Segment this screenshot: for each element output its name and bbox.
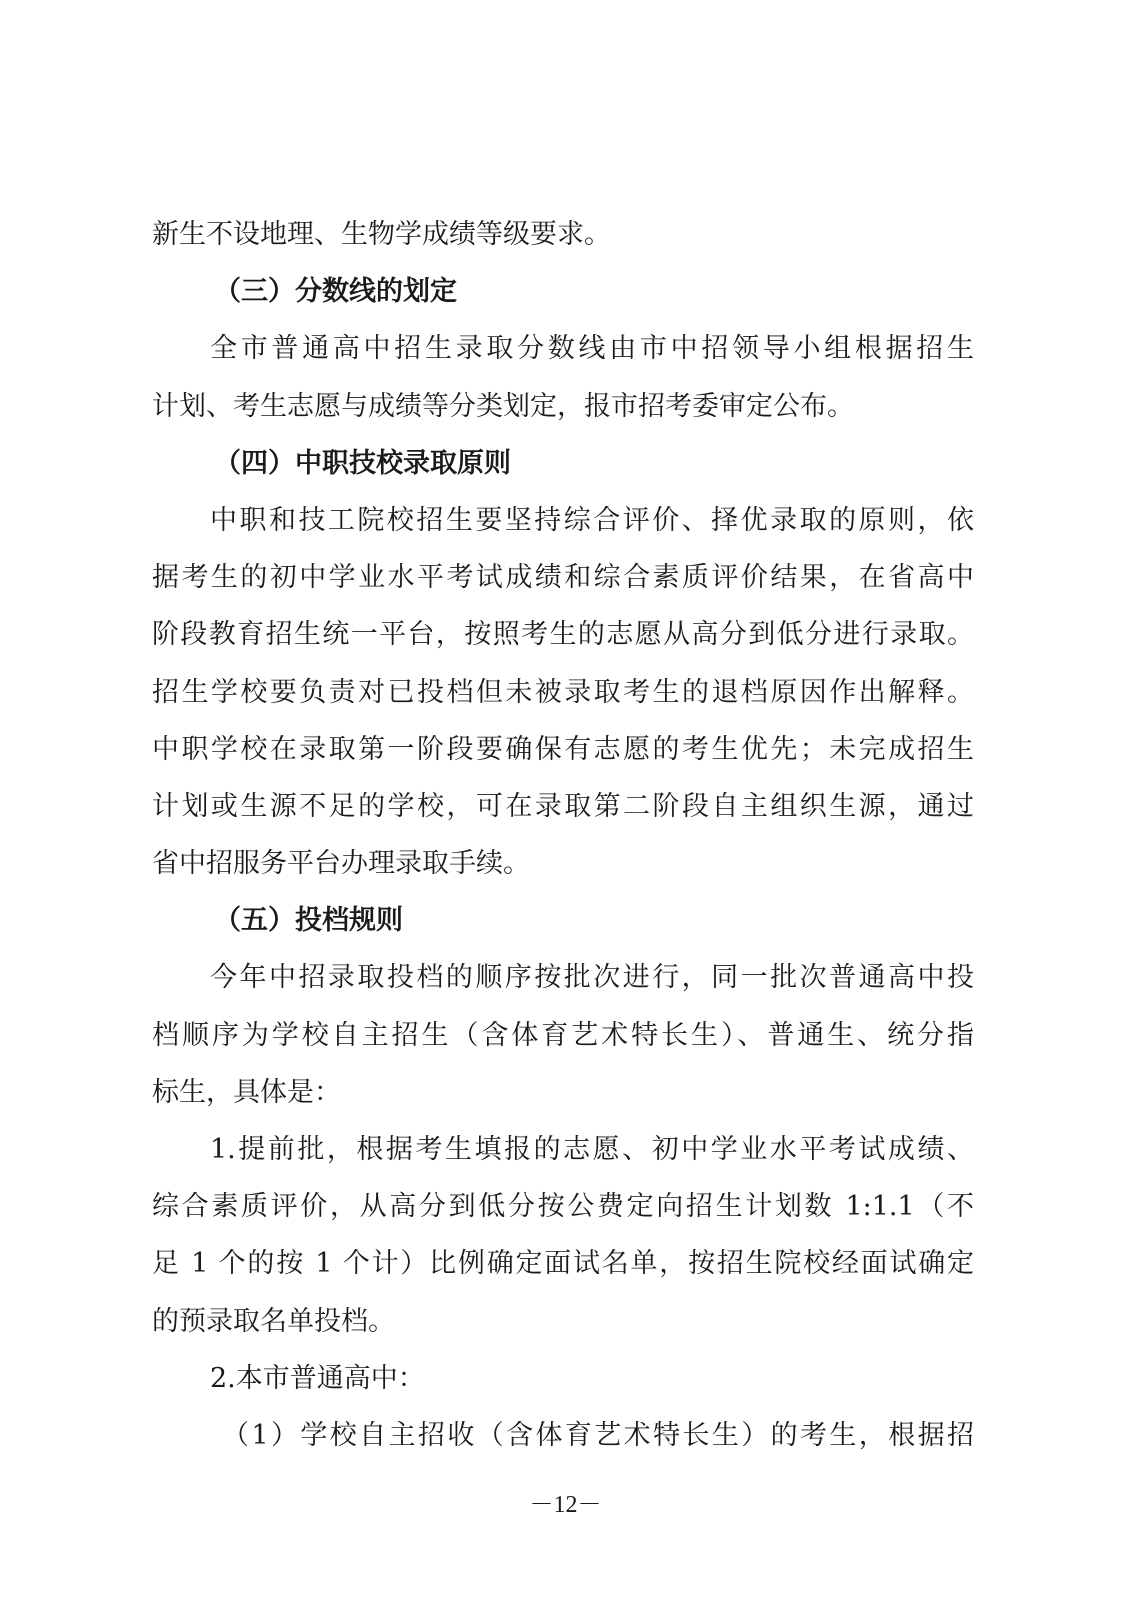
paragraph-line: 综合素质评价，从高分到低分按公费定向招生计划数 1:1.1（不: [152, 1191, 974, 1223]
paragraph-line: 计划或生源不足的学校，可在录取第二阶段自主组织生源，通过: [152, 790, 974, 822]
paragraph-line: 的预录取名单投档。: [152, 1305, 395, 1337]
paragraph-line: 今年中招录取投档的顺序按批次进行，同一批次普通高中投: [210, 962, 974, 994]
document-body: [152, 206, 974, 1464]
paragraph-line: 全市普通高中招生录取分数线由市中招领导小组根据招生: [210, 333, 974, 365]
paragraph-line: 阶段教育招生统一平台，按照考生的志愿从高分到低分进行录取。: [152, 619, 974, 651]
section-heading-3: （三）分数线的划定: [214, 276, 457, 308]
paragraph-line: 计划、考生志愿与成绩等分类划定，报市招考委审定公布。: [152, 390, 854, 422]
paragraph-line: 1.提前批，根据考生填报的志愿、初中学业水平考试成绩、: [210, 1134, 974, 1165]
paragraph-line: 新生不设地理、生物学成绩等级要求。: [152, 219, 611, 250]
paragraph-line: 招生学校要负责对已投档但未被录取考生的退档原因作出解释。: [152, 676, 974, 708]
paragraph-line: 据考生的初中学业水平考试成绩和综合素质评价结果，在省高中: [152, 562, 974, 594]
paragraph-line: 档顺序为学校自主招生（含体育艺术特长生）、普通生、统分指: [152, 1019, 974, 1051]
section-heading-5: （五）投档规则: [214, 905, 403, 937]
paragraph-line: （1）学校自主招收（含体育艺术特长生）的考生，根据招: [222, 1419, 974, 1451]
paragraph-line: 中职和技工院校招生要坚持综合评价、择优录取的原则，依: [210, 504, 974, 536]
paragraph-line: 中职学校在录取第一阶段要确保有志愿的考生优先；未完成招生: [152, 733, 974, 765]
paragraph-line: 2.本市普通高中：: [210, 1362, 425, 1394]
section-heading-4: （四）中职技校录取原则: [214, 447, 511, 479]
page-number: －12－: [529, 1492, 602, 1518]
paragraph-line: 省中招服务平台办理录取手续。: [152, 848, 530, 880]
paragraph-line: 标生，具体是：: [152, 1076, 341, 1108]
paragraph-line: 足 1 个的按 1 个计）比例确定面试名单，按招生院校经面试确定: [152, 1248, 974, 1280]
